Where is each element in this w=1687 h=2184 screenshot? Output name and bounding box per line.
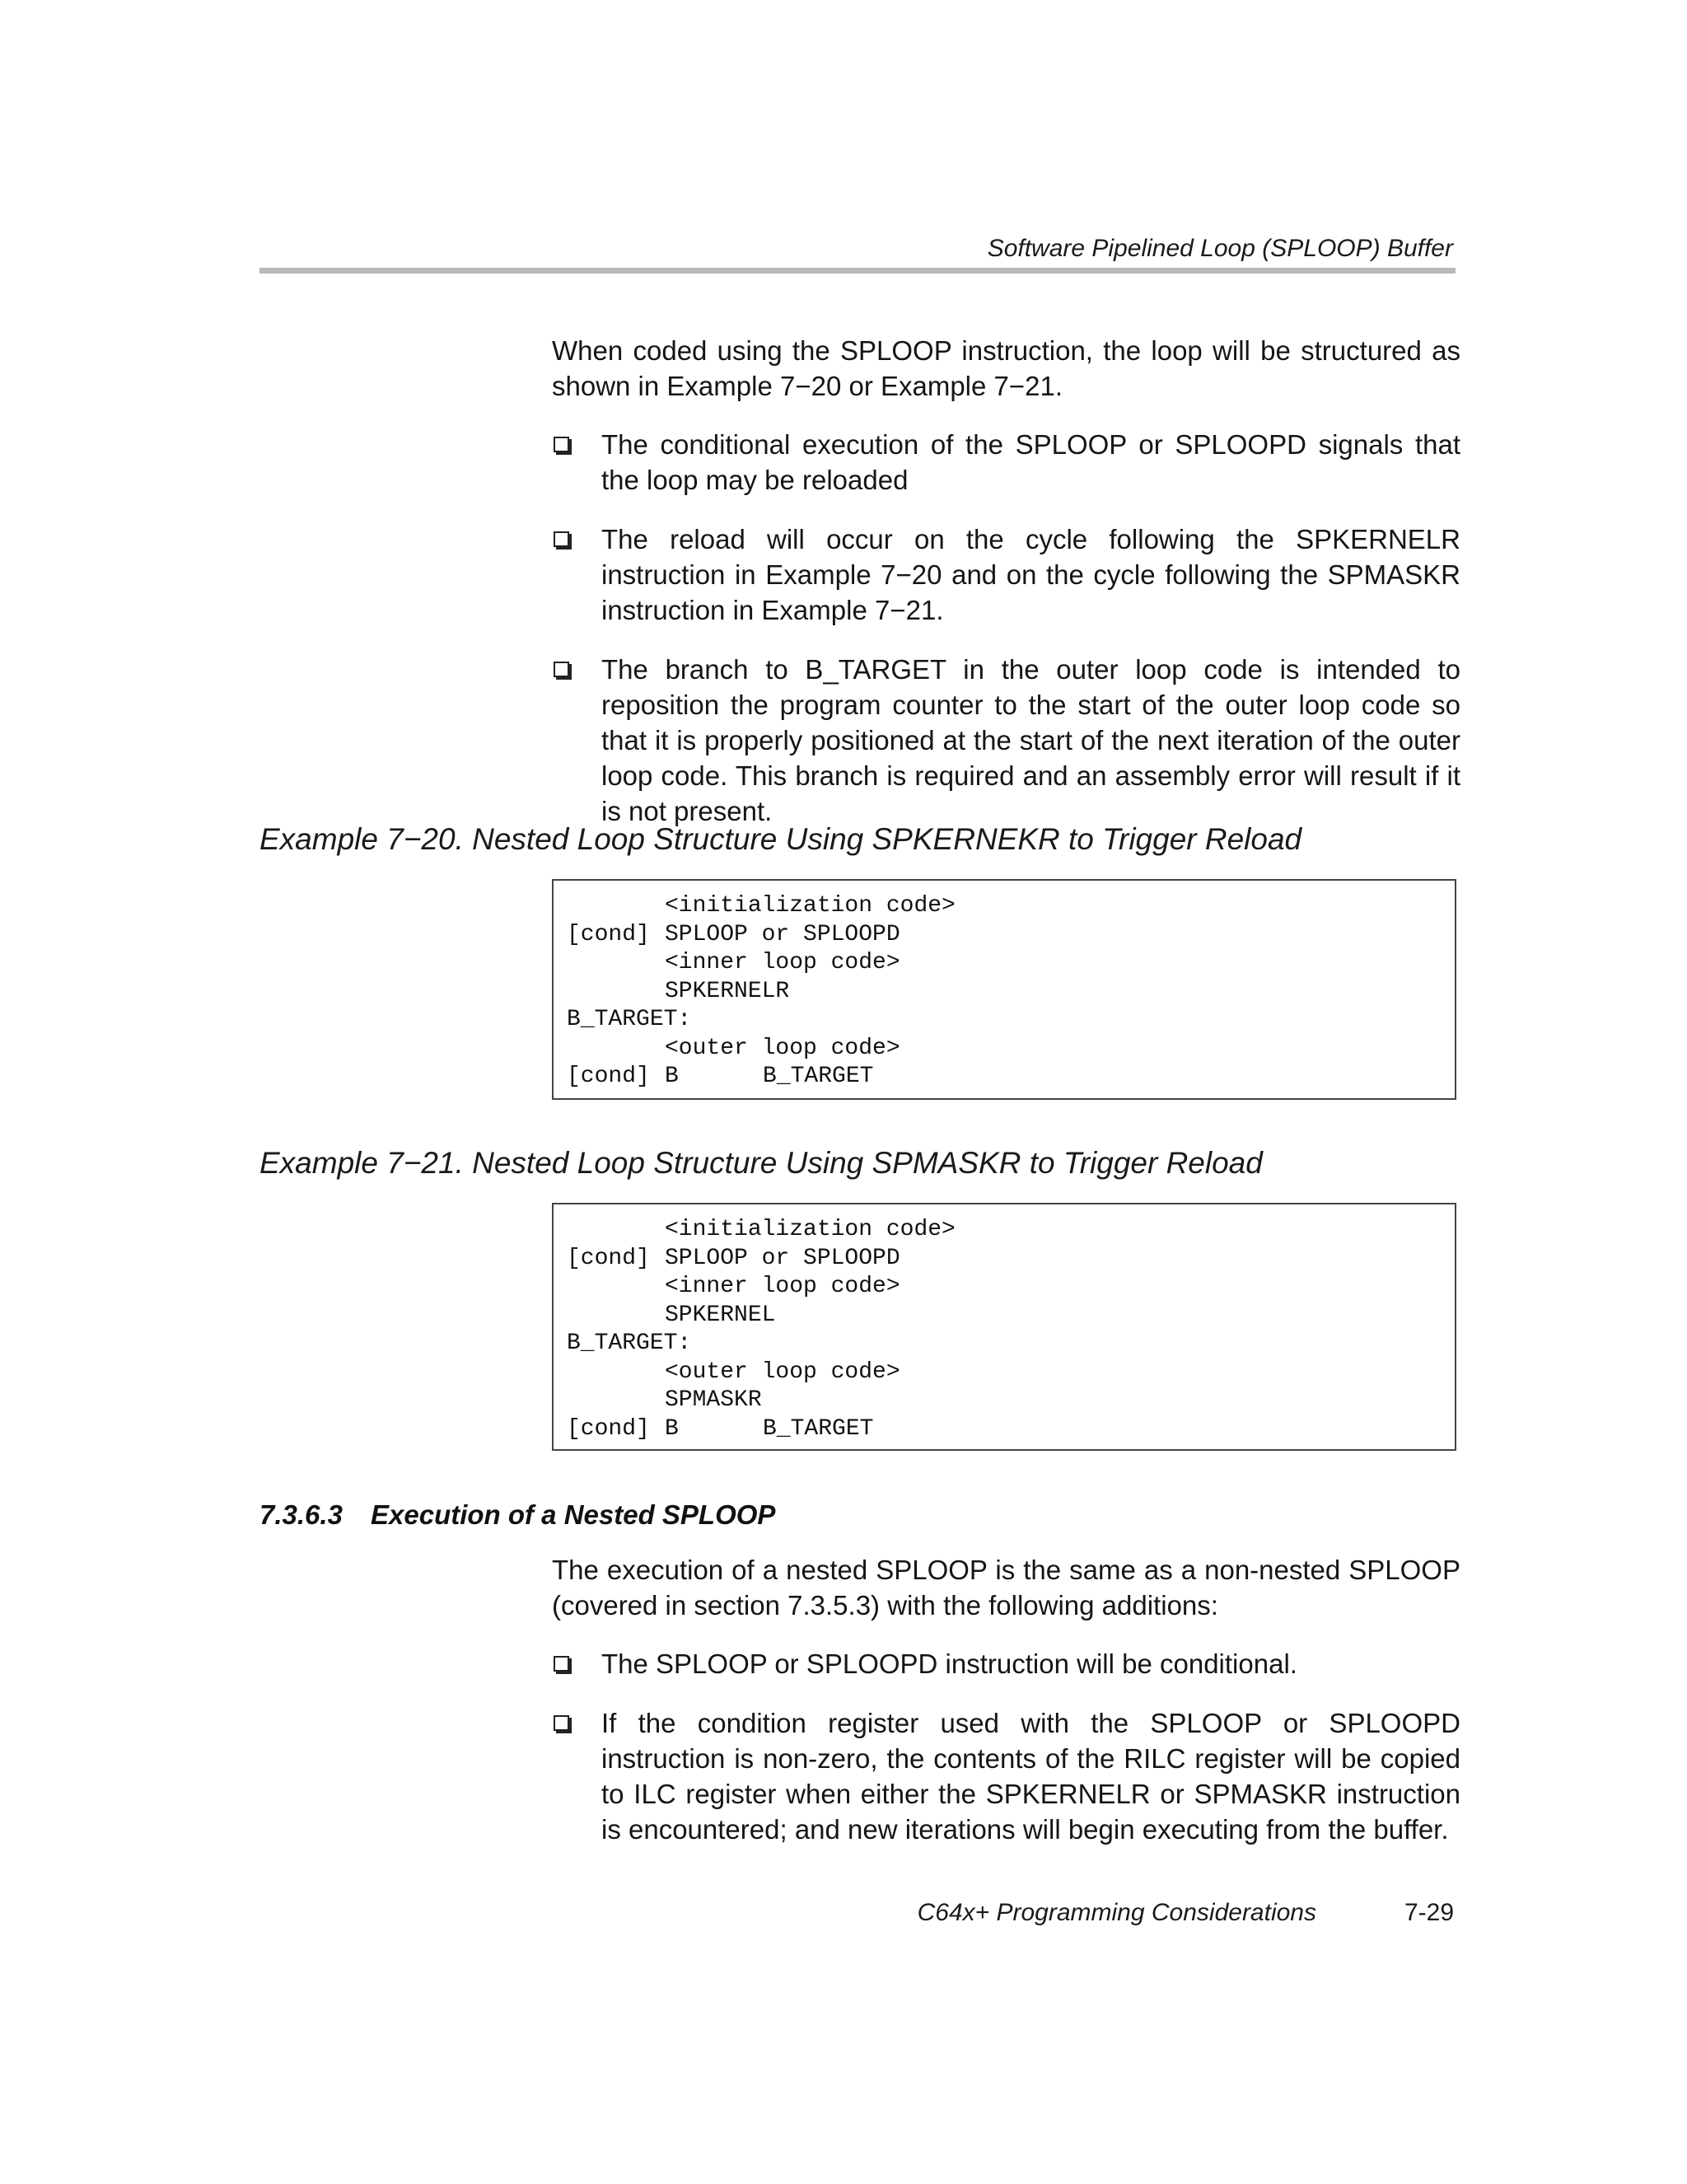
checkbox-bullet-icon (554, 437, 569, 452)
code-line (567, 1273, 1455, 1302)
bullet-text: The SPLOOP or SPLOOPD instruction will be conditional. (601, 1649, 1297, 1679)
code-instruction: <inner loop code> (665, 950, 900, 975)
code-instruction: <initialization code> (665, 893, 956, 919)
example-21-code-block (552, 1203, 1456, 1451)
code-instruction: <outer loop code> (665, 1359, 900, 1385)
code-line (567, 1245, 1455, 1274)
code-operand: B_TARGET (763, 1064, 874, 1089)
code-line (567, 1063, 1455, 1092)
example-20-caption: Example 7−20. Nested Loop Structure Using SPKERNEKR to Trigger Reload (259, 822, 1302, 856)
code-instruction: <inner loop code> (665, 1274, 900, 1299)
section-title: Execution of a Nested SPLOOP (371, 1499, 776, 1530)
section-paragraph: The execution of a nested SPLOOP is the same as a non-nested SPLOOP (covered in section 7.3.5.3) with the following additions: (552, 1555, 1460, 1620)
bullet-text: If the condition register used with the SPLOOP or SPLOOPD instruction is non-zero, the contents of the RILC register will be copied to ILC register when either the SPKERNELR or SPMASKR instruction is encountered; and new iterations will begin executing from the buffer. (601, 1708, 1460, 1845)
section-number: 7.3.6.3 (259, 1499, 343, 1530)
code-instruction: SPKERNEL (665, 1302, 776, 1328)
checkbox-bullet-icon (554, 1715, 569, 1731)
bullet-item (552, 1646, 1460, 1681)
code-label: [cond] (567, 1245, 650, 1271)
checkbox-bullet-icon (554, 1656, 569, 1672)
code-label: [cond] (567, 1064, 650, 1089)
code-line (567, 1006, 1455, 1035)
page-number: 7-29 (1404, 1899, 1454, 1926)
bullet-text: The branch to B_TARGET in the outer loop code is intended to reposition the program counter to the start of the outer loop code so that it is properly positioned at the start of the next iteration of the outer loop code. This branch is required and an assembly error will result if it is not present. (601, 654, 1460, 826)
code-line (567, 1359, 1455, 1387)
code-operand: B_TARGET (763, 1415, 874, 1442)
code-line (567, 1330, 1455, 1359)
code-label: [cond] (567, 921, 650, 947)
intro-bullet-list (552, 427, 1460, 853)
code-line (567, 949, 1455, 978)
code-label: B_TARGET: (567, 1331, 692, 1356)
code-instruction: SPMASKR (665, 1387, 762, 1413)
code-line (567, 892, 1455, 921)
code-line (567, 978, 1455, 1007)
code-instruction: B (665, 1064, 679, 1089)
example-20-code-block (552, 879, 1456, 1100)
code-instruction: <initialization code> (665, 1217, 956, 1242)
running-header: Software Pipelined Loop (SPLOOP) Buffer (987, 235, 1453, 262)
checkbox-bullet-icon (554, 662, 569, 677)
bullet-item (552, 427, 1460, 498)
header-rule (259, 268, 1456, 274)
code-instruction: SPLOOP or SPLOOPD (665, 921, 900, 947)
code-line (567, 1302, 1455, 1331)
code-instruction: <outer loop code> (665, 1035, 900, 1061)
code-label: [cond] (567, 1415, 650, 1442)
bullet-item (552, 521, 1460, 628)
bullet-item (552, 1705, 1460, 1847)
code-line (567, 921, 1455, 950)
code-line (567, 1387, 1455, 1415)
bullet-text: The reload will occur on the cycle following the SPKERNELR instruction in Example 7−20 and on the cycle following the SPMASKR instruction in Example 7−21. (601, 524, 1460, 625)
code-line (567, 1216, 1455, 1245)
code-instruction: B (665, 1415, 679, 1442)
code-instruction: SPKERNELR (665, 978, 790, 1004)
example-21-caption: Example 7−21. Nested Loop Structure Using SPMASKR to Trigger Reload (259, 1146, 1263, 1180)
bullet-text: The conditional execution of the SPLOOP or SPLOOPD signals that the loop may be reloaded (601, 429, 1460, 495)
bullet-item (552, 652, 1460, 829)
footer-title: C64x+ Programming Considerations (917, 1899, 1316, 1926)
section-heading (259, 1499, 775, 1531)
intro-paragraph: When coded using the SPLOOP instruction, the loop will be structured as shown in Example 7−20 or Example 7−21. (552, 335, 1460, 401)
section-bullet-list (552, 1646, 1460, 1871)
code-label: B_TARGET: (567, 1007, 692, 1032)
code-line (567, 1035, 1455, 1064)
code-line (567, 1415, 1455, 1444)
code-instruction: SPLOOP or SPLOOPD (665, 1245, 900, 1271)
checkbox-bullet-icon (554, 531, 569, 547)
